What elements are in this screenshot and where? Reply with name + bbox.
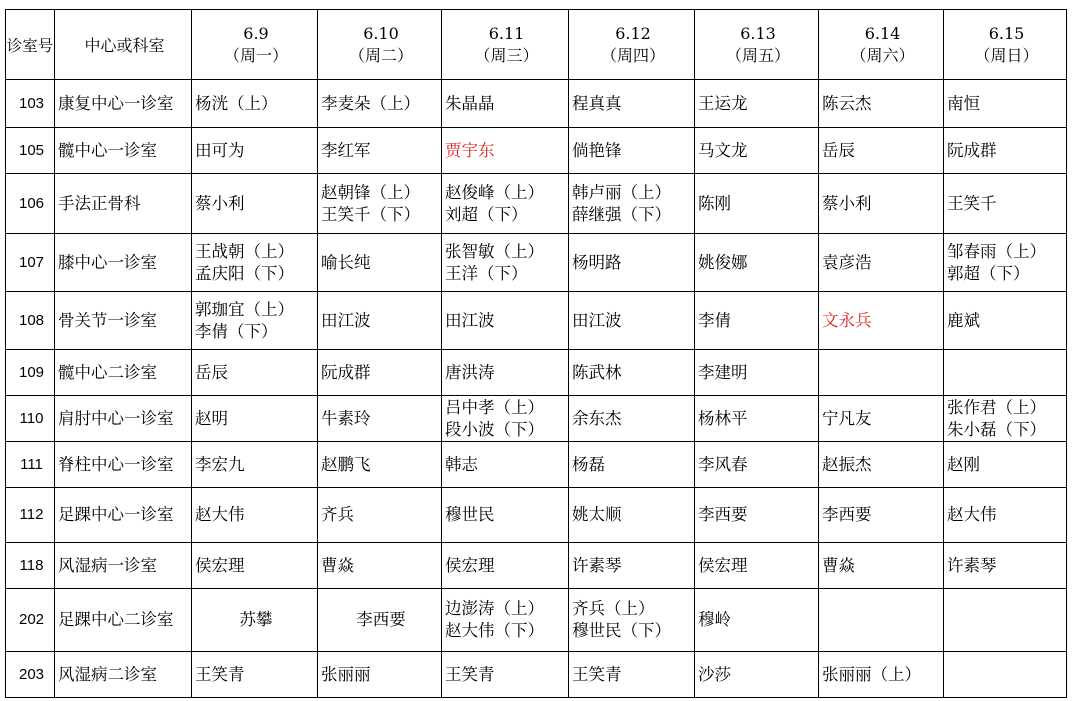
doctor-name: 许素琴 <box>572 555 622 575</box>
doctor-cell <box>318 174 442 234</box>
doctor-name: 杨磊 <box>572 454 605 474</box>
doctor-cell <box>944 652 1067 698</box>
doctor-name: 岳辰 <box>822 140 855 160</box>
doctor-cell <box>569 350 695 396</box>
doctor-name: 苏攀 <box>239 610 273 629</box>
doctor-name: 李麦朵（上） <box>321 93 420 113</box>
doctor-cell <box>944 128 1067 174</box>
doctor-name: 余东杰 <box>572 408 622 428</box>
doctor-name: 南恒 <box>947 93 980 113</box>
doctor-name: 田江波 <box>321 310 371 330</box>
doctor-name: 姚太顺 <box>572 505 622 524</box>
doctor-cell <box>819 589 944 652</box>
doctor-name: 杨明路 <box>572 252 622 272</box>
doctor-cell <box>318 396 442 442</box>
doctor-cell <box>944 488 1067 543</box>
doctor-cell <box>442 80 569 128</box>
doctor-cell <box>944 543 1067 589</box>
day-weekday: （周三） <box>474 45 539 65</box>
doctor-name: 薛继强（下） <box>572 204 671 224</box>
schedule-row <box>6 396 1067 442</box>
doctor-name: 陈云杰 <box>822 93 872 113</box>
department-name: 足踝中心二诊室 <box>55 589 192 652</box>
doctor-cell <box>569 543 695 589</box>
doctor-cell <box>569 442 695 488</box>
day-date: 6.9 <box>243 23 269 43</box>
doctor-name: 田江波 <box>572 310 622 330</box>
doctor-cell <box>442 488 569 543</box>
schedule-row <box>6 174 1067 234</box>
day-weekday: （周日） <box>974 45 1039 65</box>
doctor-name: 唐洪涛 <box>445 362 495 382</box>
doctor-name: 王战朝（上） <box>195 241 294 261</box>
day-header <box>192 10 318 80</box>
doctor-name: 赵大伟 <box>195 505 245 524</box>
doctor-name: 段小波（下） <box>445 419 544 439</box>
doctor-name: 张作君（上） <box>947 397 1046 417</box>
doctor-name: 李倩（下） <box>195 321 278 341</box>
doctor-name: 陈武林 <box>572 362 622 382</box>
doctor-cell <box>819 442 944 488</box>
doctor-name: 陈刚 <box>698 193 731 213</box>
department-name: 脊柱中心一诊室 <box>55 442 192 488</box>
doctor-name: 李倩 <box>698 310 731 330</box>
doctor-name: 韩卢丽（上） <box>572 182 671 202</box>
doctor-name: 侯宏理 <box>195 555 245 575</box>
room-number: 110 <box>6 396 55 442</box>
doctor-cell <box>695 488 819 543</box>
doctor-cell <box>442 234 569 292</box>
doctor-cell <box>569 80 695 128</box>
doctor-cell <box>318 80 442 128</box>
department-name: 手法正骨科 <box>55 174 192 234</box>
doctor-cell <box>819 488 944 543</box>
doctor-cell <box>819 350 944 396</box>
doctor-name: 王运龙 <box>698 93 748 113</box>
doctor-name: 李风春 <box>698 454 748 474</box>
day-date: 6.13 <box>740 23 776 43</box>
doctor-cell <box>819 128 944 174</box>
doctor-cell <box>944 234 1067 292</box>
doctor-name: 穆世民 <box>445 505 495 524</box>
doctor-cell <box>695 234 819 292</box>
doctor-cell <box>442 543 569 589</box>
doctor-cell <box>192 652 318 698</box>
room-number: 203 <box>6 652 55 698</box>
doctor-name: 赵大伟 <box>947 505 997 524</box>
doctor-name: 郭珈宜（上） <box>195 299 294 319</box>
doctor-cell <box>442 350 569 396</box>
doctor-cell <box>569 128 695 174</box>
day-header <box>695 10 819 80</box>
doctor-name: 邹春雨（上） <box>947 241 1046 261</box>
doctor-cell <box>569 396 695 442</box>
day-header <box>318 10 442 80</box>
day-weekday: （周一） <box>223 45 288 65</box>
doctor-cell <box>442 292 569 350</box>
department-name: 骨关节一诊室 <box>55 292 192 350</box>
day-date: 6.12 <box>615 23 651 43</box>
dept-header: 中心或科室 <box>55 10 192 80</box>
doctor-cell <box>695 292 819 350</box>
doctor-cell <box>819 292 944 350</box>
doctor-cell <box>819 396 944 442</box>
doctor-cell <box>944 174 1067 234</box>
room-number: 105 <box>6 128 55 174</box>
schedule-body <box>6 80 1067 698</box>
header-row <box>6 10 1067 80</box>
department-name: 风湿病二诊室 <box>55 652 192 698</box>
department-name: 康复中心一诊室 <box>55 80 192 128</box>
room-number: 111 <box>6 442 55 488</box>
doctor-name: 岳辰 <box>195 362 228 382</box>
doctor-cell <box>192 442 318 488</box>
doctor-name: 鹿斌 <box>947 310 980 330</box>
doctor-cell <box>442 128 569 174</box>
doctor-cell <box>695 350 819 396</box>
doctor-name: 曹焱 <box>321 555 354 575</box>
doctor-name: 郭超（下） <box>947 263 1030 283</box>
day-header <box>569 10 695 80</box>
doctor-name: 赵俊峰（上） <box>445 182 544 202</box>
room-number: 108 <box>6 292 55 350</box>
doctor-cell <box>944 292 1067 350</box>
doctor-name: 王洋（下） <box>445 263 528 283</box>
doctor-cell <box>192 488 318 543</box>
doctor-cell <box>318 543 442 589</box>
doctor-name: 朱小磊（下） <box>947 419 1046 439</box>
doctor-cell <box>695 543 819 589</box>
room-number: 106 <box>6 174 55 234</box>
department-name: 髋中心一诊室 <box>55 128 192 174</box>
doctor-name: 赵大伟（下） <box>445 621 544 640</box>
doctor-name: 李西要 <box>356 610 406 629</box>
day-weekday: （周四） <box>600 45 665 65</box>
doctor-name: 王笑青 <box>195 664 245 684</box>
doctor-name: 赵振杰 <box>822 454 872 474</box>
doctor-cell <box>318 234 442 292</box>
doctor-cell <box>442 652 569 698</box>
doctor-cell <box>944 589 1067 652</box>
doctor-name: 赵明 <box>195 408 228 428</box>
doctor-name: 侯宏理 <box>698 555 748 575</box>
doctor-name: 刘超（下） <box>445 204 528 224</box>
doctor-cell <box>192 350 318 396</box>
doctor-cell <box>695 396 819 442</box>
doctor-name: 赵朝锋（上） <box>321 182 420 202</box>
schedule-row <box>6 652 1067 698</box>
room-number: 112 <box>6 488 55 543</box>
schedule-row <box>6 128 1067 174</box>
doctor-name: 边澎涛（上） <box>445 599 544 618</box>
doctor-name: 阮成群 <box>321 362 371 382</box>
doctor-name: 曹焱 <box>822 555 855 575</box>
doctor-name: 侯宏理 <box>445 555 495 575</box>
doctor-name: 李建明 <box>698 362 748 382</box>
doctor-cell <box>569 488 695 543</box>
day-header <box>944 10 1067 80</box>
doctor-name: 程真真 <box>572 93 622 113</box>
doctor-cell <box>192 128 318 174</box>
doctor-cell <box>944 442 1067 488</box>
doctor-cell <box>569 652 695 698</box>
department-name: 足踝中心一诊室 <box>55 488 192 543</box>
doctor-name: 牛素玲 <box>321 408 371 428</box>
doctor-cell <box>442 174 569 234</box>
doctor-name: 蔡小利 <box>195 193 245 213</box>
doctor-cell <box>442 589 569 652</box>
doctor-name: 李西要 <box>822 505 872 524</box>
doctor-name: 田江波 <box>445 310 495 330</box>
room-number: 202 <box>6 589 55 652</box>
doctor-cell <box>318 652 442 698</box>
doctor-name: 宁凡友 <box>822 408 872 428</box>
doctor-name: 赵鹏飞 <box>321 454 371 474</box>
doctor-name: 朱晶晶 <box>445 93 495 113</box>
doctor-cell <box>695 589 819 652</box>
schedule-row <box>6 80 1067 128</box>
doctor-cell <box>569 292 695 350</box>
doctor-cell <box>819 80 944 128</box>
doctor-name: 张丽丽（上） <box>822 664 921 684</box>
schedule-row <box>6 543 1067 589</box>
doctor-cell <box>944 396 1067 442</box>
doctor-name: 韩志 <box>445 454 478 474</box>
room-number: 107 <box>6 234 55 292</box>
doctor-name: 倘艳锋 <box>572 140 622 160</box>
doctor-cell <box>819 652 944 698</box>
doctor-name: 齐兵（上） <box>572 599 655 618</box>
doctor-cell <box>819 234 944 292</box>
doctor-cell <box>569 234 695 292</box>
doctor-name: 喻长纯 <box>321 252 371 272</box>
doctor-cell <box>819 174 944 234</box>
doctor-name: 孟庆阳（下） <box>195 263 294 283</box>
doctor-name: 王笑青 <box>445 664 495 684</box>
schedule-row <box>6 589 1067 652</box>
clinic-schedule-table <box>5 9 1067 698</box>
doctor-name: 齐兵 <box>321 505 354 524</box>
doctor-name: 李宏九 <box>195 454 245 474</box>
doctor-cell <box>695 174 819 234</box>
doctor-cell <box>318 128 442 174</box>
doctor-name: 王笑青 <box>572 664 622 684</box>
doctor-cell <box>192 174 318 234</box>
day-date: 6.10 <box>363 23 399 43</box>
doctor-name: 吕中孝（上） <box>445 397 544 417</box>
doctor-name: 许素琴 <box>947 555 997 575</box>
doctor-cell <box>442 396 569 442</box>
doctor-cell <box>192 396 318 442</box>
department-name: 膝中心一诊室 <box>55 234 192 292</box>
doctor-cell <box>569 589 695 652</box>
doctor-name: 杨林平 <box>698 408 748 428</box>
doctor-cell <box>192 80 318 128</box>
doctor-cell <box>695 442 819 488</box>
doctor-name: 王笑千（下） <box>321 204 420 224</box>
doctor-name: 李西要 <box>698 505 748 524</box>
doctor-name: 马文龙 <box>698 140 748 160</box>
day-date: 6.14 <box>864 23 901 43</box>
schedule-row <box>6 234 1067 292</box>
doctor-name: 张智敏（上） <box>445 241 544 261</box>
doctor-cell <box>442 442 569 488</box>
doctor-cell <box>318 488 442 543</box>
room-number: 118 <box>6 543 55 589</box>
day-weekday: （周五） <box>725 45 790 65</box>
department-name: 髋中心二诊室 <box>55 350 192 396</box>
day-weekday: （周六） <box>850 45 915 65</box>
schedule-row <box>6 350 1067 396</box>
doctor-name: 王笑千 <box>947 193 997 213</box>
doctor-name: 文永兵 <box>822 310 872 330</box>
doctor-cell <box>695 652 819 698</box>
doctor-cell <box>318 442 442 488</box>
doctor-cell <box>569 174 695 234</box>
doctor-name: 蔡小利 <box>822 193 872 213</box>
doctor-name: 姚俊娜 <box>698 252 748 272</box>
doctor-name: 李红军 <box>321 140 371 160</box>
doctor-name: 张丽丽 <box>321 664 371 684</box>
doctor-cell <box>695 128 819 174</box>
doctor-cell <box>318 350 442 396</box>
day-weekday: （周二） <box>348 45 413 65</box>
doctor-cell <box>192 292 318 350</box>
doctor-name: 穆世民（下） <box>572 621 671 640</box>
day-date: 6.15 <box>988 23 1025 43</box>
room-number: 109 <box>6 350 55 396</box>
doctor-cell <box>192 543 318 589</box>
schedule-row <box>6 292 1067 350</box>
schedule-row <box>6 442 1067 488</box>
doctor-name: 沙莎 <box>698 664 731 684</box>
doctor-name: 赵刚 <box>947 454 980 474</box>
doctor-cell <box>944 350 1067 396</box>
schedule-row <box>6 488 1067 543</box>
doctor-cell <box>944 80 1067 128</box>
doctor-cell <box>318 292 442 350</box>
doctor-name: 田可为 <box>195 140 245 160</box>
doctor-cell <box>695 80 819 128</box>
department-name: 风湿病一诊室 <box>55 543 192 589</box>
doctor-name: 贾宇东 <box>445 140 495 160</box>
doctor-cell <box>318 589 442 652</box>
room-number: 103 <box>6 80 55 128</box>
doctor-cell <box>192 234 318 292</box>
doctor-name: 杨洸（上） <box>195 93 278 113</box>
doctor-cell <box>192 589 318 652</box>
doctor-name: 袁彦浩 <box>822 252 872 272</box>
doctor-name: 穆岭 <box>698 610 731 629</box>
day-header <box>442 10 569 80</box>
room-header: 诊室号 <box>6 10 55 80</box>
doctor-name: 阮成群 <box>947 140 997 160</box>
doctor-cell <box>819 543 944 589</box>
day-header <box>819 10 944 80</box>
department-name: 肩肘中心一诊室 <box>55 396 192 442</box>
day-date: 6.11 <box>488 23 525 43</box>
